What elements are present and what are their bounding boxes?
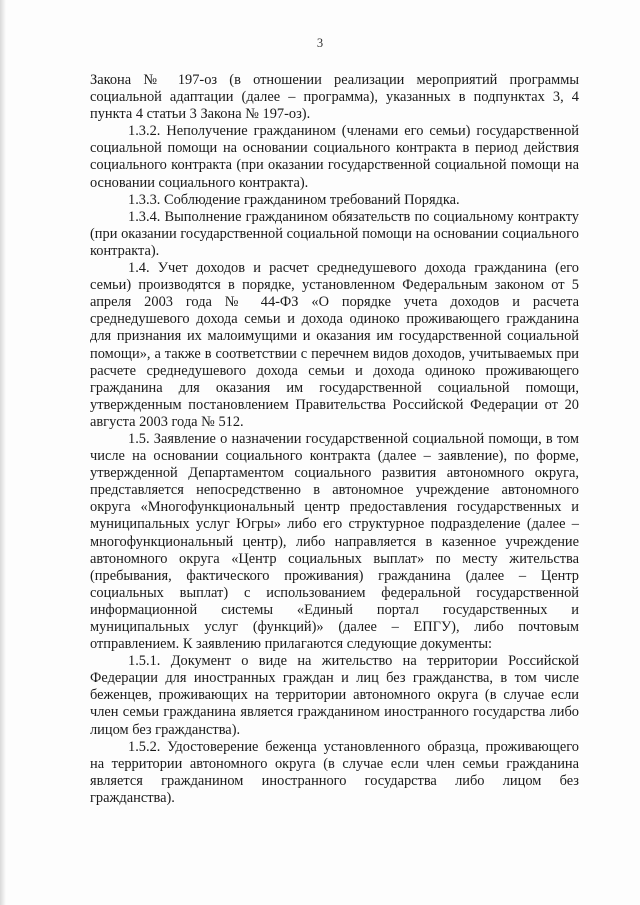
page-number: 3 <box>316 36 324 50</box>
paragraph-1-4: 1.4. Учет доходов и расчет среднедушевого дохода гражданина (его семьи) производятся в порядке, установленном Федеральным законом от 5 апреля 2003 года № 44-ФЗ «О порядке учета доходов и расчета среднедушевого дохода семьи и дохода одиноко проживающего гражданина для признания их малоимущими и оказания им государственной социальной помощи», а также в соответствии с перечнем видов доходов, учитываемых при расчете среднедушевого дохода семьи и дохода одиноко проживающего гражданина для оказания им государственной социальной помощи, утвержденным постановлением Правительства Российской Федерации от 20 августа 2003 года № 512. <box>90 260 579 430</box>
paragraph-1-5: 1.5. Заявление о назначении государственной социальной помощи, в том числе на основании социального контракта (далее – заявление), по форме, утвержденной Департаментом социального развития автономного округа, представляется непосредственно в автономное учреждение автономного округа «Многофункциональный центр предоставления государственных и муниципальных услуг Югры» либо его структурное подразделение (далее – многофункциональный центр), либо направляется в казенное учреждение автономного округа «Центр социальных выплат» по месту жительства (пребывания, фактического проживания) гражданина (далее – Центр социальных выплат) с использованием федеральной государственной информационной системы «Единый портал государственных и муниципальных услуг (функций)» (далее – ЕПГУ), либо почтовым отправлением. К заявлению прилагаются следующие документы: <box>90 430 579 653</box>
document-body <box>90 72 579 807</box>
paragraph-1-5-1: 1.5.1. Документ о виде на жительство на территории Российской Федерации для иностранных граждан и лиц без гражданства, в том числе беженцев, проживающих на территории автономного округа (в случае если член семьи гражданина является гражданином иностранного государства либо лицом без гражданства). <box>90 653 579 738</box>
paragraph-continuation: Закона № 197-оз (в отношении реализации мероприятий программы социальной адаптации (далее – программа), указанных в подпунктах 3, 4 пункта 4 статьи 3 Закона № 197-оз). <box>90 72 579 123</box>
paragraph-1-3-3: 1.3.3. Соблюдение гражданином требований Порядка. <box>128 191 460 208</box>
paragraph-1-3-4: 1.3.4. Выполнение гражданином обязательств по социальному контракту (при оказании государственной социальной помощи на основании социального контракта). <box>90 208 579 259</box>
paragraph-1-3-2: 1.3.2. Неполучение гражданином (членами его семьи) государственной социальной помощи на основании социального контракта в период действия социального контракта (при оказании государственной социальной помощи на основании социального контракта). <box>90 123 579 191</box>
page-edge-shadow <box>0 0 6 905</box>
paragraph-1-5-2: 1.5.2. Удостоверение беженца установленного образца, проживающего на территории автономного округа (в случае если член семьи гражданина является гражданином иностранного государства либо лицом без гражданства). <box>90 738 579 806</box>
